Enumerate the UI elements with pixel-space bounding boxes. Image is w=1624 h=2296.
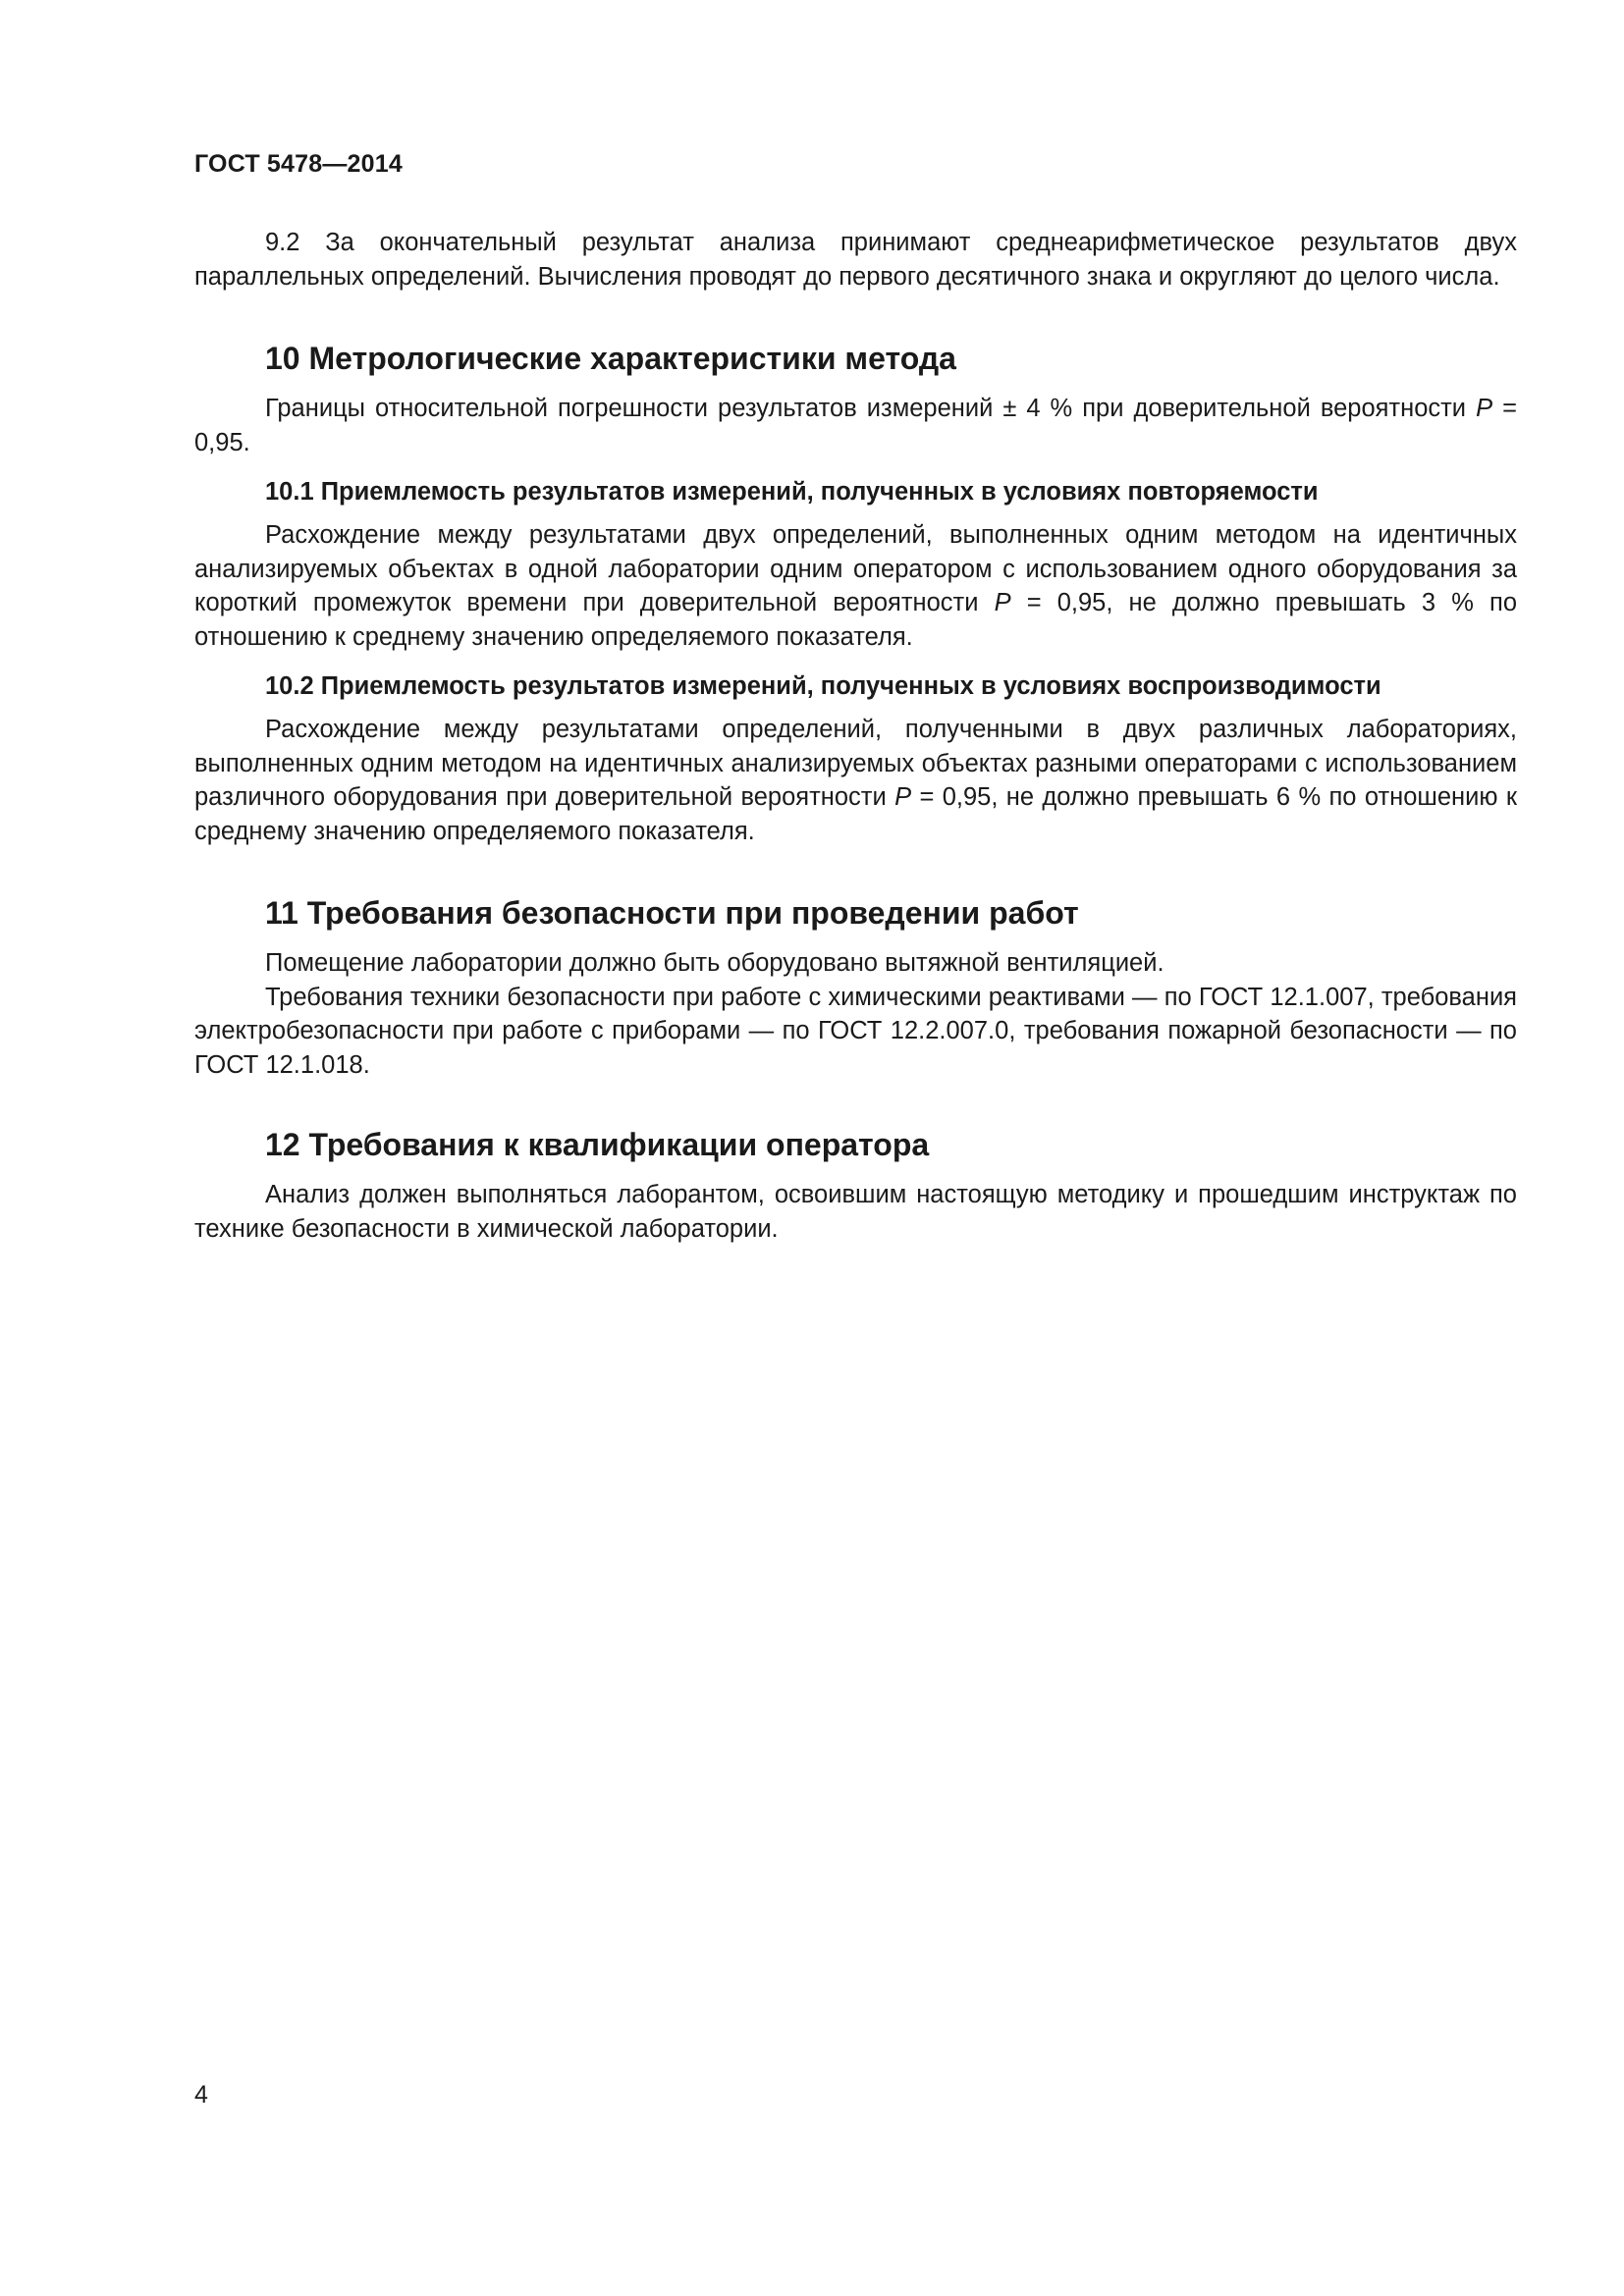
variable-p: P: [1476, 395, 1493, 422]
subsection-heading-10-1: 10.1 Приемлемость результатов измерений, полученных в условиях повторяемости: [265, 478, 1319, 506]
paragraph-10-2-text-b: = 0,95, не должно превышать 6 % по отношению к среднему значению определяемого показателя.: [194, 783, 1517, 845]
page-number: 4: [194, 2081, 208, 2109]
paragraph-10-text-a: Границы относительной погрешности результатов измерений ± 4 % при доверительной вероятности: [265, 395, 1477, 422]
paragraph-10-text-b: = 0,95.: [194, 395, 1517, 456]
variable-p: P: [894, 783, 912, 811]
section-heading-12: 12 Требования к квалификации оператора: [265, 1127, 930, 1162]
paragraph-10: [194, 392, 1517, 459]
subsection-heading-10-2: 10.2 Приемлемость результатов измерений, полученных в условиях воспроизводимости: [265, 672, 1381, 700]
paragraph-11-1: Помещение лаборатории должно быть оборудовано вытяжной вентиляцией.: [265, 949, 1164, 977]
document-header: ГОСТ 5478—2014: [194, 150, 403, 178]
section-heading-11: 11 Требования безопасности при проведении работ: [265, 895, 1079, 931]
paragraph-10-2: [194, 713, 1517, 848]
paragraph-10-2-text-a: Расхождение между результатами определений, полученными в двух различных лабораториях, выполненных одним методом на идентичных анализируемых объектах разными операторами с использованием различного оборудования при доверительной вероятности: [194, 716, 1517, 811]
paragraph-10-1-text-a: Расхождение между результатами двух определений, выполненных одним методом на идентичных анализируемых объектах в одной лаборатории одним оператором с использованием одного оборудования за короткий промежуток времени при доверительной вероятности: [194, 521, 1517, 616]
paragraph-10-1-text-b: = 0,95, не должно превышать 3 % по отношению к среднему значению определяемого показателя.: [194, 589, 1518, 651]
document-body: [194, 226, 1517, 1246]
paragraph-10-1: [194, 518, 1517, 654]
section-heading-10: 10 Метрологические характеристики метода: [265, 341, 956, 376]
variable-p: P: [994, 589, 1011, 616]
paragraph-11-2: Требования техники безопасности при работе с химическими реактивами — по ГОСТ 12.1.007, требования электробезопасности при работе с приборами — по ГОСТ 12.2.007.0, требования пожарной безопасности — по ГОСТ 12.1.018.: [194, 983, 1517, 1079]
paragraph-9-2: 9.2 За окончательный результат анализа принимают среднеарифметическое результатов двух параллельных определений. Вычисления проводят до первого десятичного знака и округляют до целого числа.: [194, 229, 1517, 291]
paragraph-12: Анализ должен выполняться лаборантом, освоившим настоящую методику и прошедшим инструктаж по технике безопасности в химической лаборатории.: [194, 1181, 1517, 1243]
